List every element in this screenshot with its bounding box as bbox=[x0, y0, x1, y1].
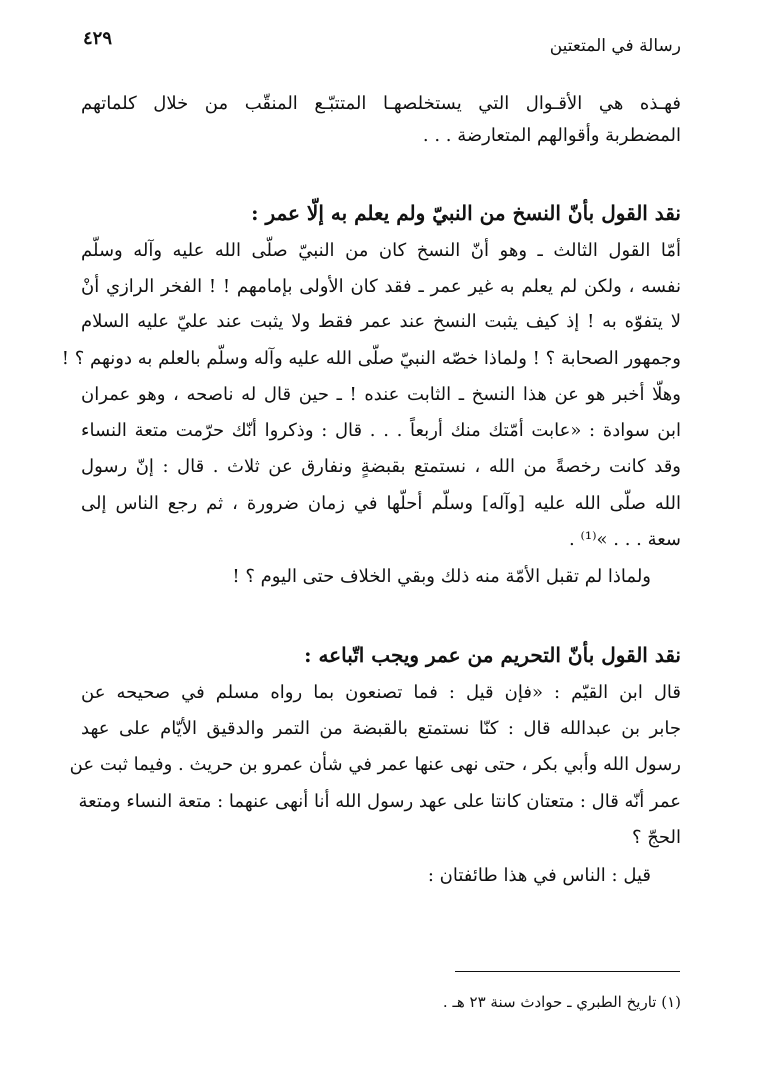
paragraph-line: الحجّ ؟ bbox=[632, 827, 681, 848]
page-number: ٤٢٩ bbox=[83, 28, 113, 49]
paragraph-line: الله صلّى الله عليه [وآله] وسلّم أحلّها في زمان ضرورة ، ثم رجع الناس إلى bbox=[81, 493, 681, 514]
footnote: (١) تاريخ الطبري ـ حوادث سنة ٢٣ هـ . bbox=[442, 993, 681, 1011]
paragraph-line: وقد كانت رخصةً من الله ، نستمتع بقبضةٍ ونفارق عن ثلاث . قال : إنّ رسول bbox=[81, 456, 681, 477]
paragraph-line: لا يتفوّه به ! إذ كيف يثبت النسخ عند عمر فقط ولا يثبت عند عليّ عليه السلام bbox=[81, 311, 681, 332]
running-title: رسالة في المتعتين bbox=[549, 36, 681, 56]
paragraph-line: فهـذه هي الأقـوال التي يستخلصهـا المتتبّـع المنقّب من خلال كلماتهم bbox=[81, 93, 681, 114]
paragraph-line: جابر بن عبدالله قال : كنّا نستمتع بالقبضة من التمر والدقيق الأيّام على عهد bbox=[81, 718, 681, 739]
paragraph-line: عمر أنّه قال : متعتان كانتا على عهد رسول الله أنا أنهى عنهما : متعة النساء ومتعة bbox=[78, 791, 681, 812]
paragraph-line: وجمهور الصحابة ؟ ! ولماذا خصّه النبيّ صلّى الله عليه وآله وسلّم بالعلم به دونهم ؟ ! bbox=[61, 348, 681, 369]
section-heading: نقد القول بأنّ التحريم من عمر ويجب اتّباعه : bbox=[304, 643, 681, 667]
paragraph-line: سعة . . . »⁽¹⁾ . bbox=[569, 529, 681, 550]
paragraph-line: ابن سوادة : «عابت أمّتك منك أربعاً . . . قال : وذكروا أنّك حرّمت متعة النساء bbox=[81, 420, 681, 441]
paragraph-line: نفسه ، ولكن لم يعلم به غير عمر ـ فقد كان الأولى بإمامهم ! ! الفخر الرازي أنْ bbox=[81, 276, 681, 297]
paragraph-line: المضطربة وأقوالهم المتعارضة . . . bbox=[422, 125, 681, 146]
paragraph-line: قيل : الناس في هذا طائفتان : bbox=[427, 865, 651, 886]
paragraph-line: وهلّا أخبر هو عن هذا النسخ ـ الثابت عنده ! ـ حين قال له ناصحه ، وهو عمران bbox=[81, 384, 681, 405]
paragraph-line: قال ابن القيّم : «فإن قيل : فما تصنعون بما رواه مسلم في صحيحه عن bbox=[81, 682, 681, 703]
paragraph-line: أمّا القول الثالث ـ وهو أنّ النسخ كان من النبيّ صلّى الله عليه وآله وسلّم bbox=[81, 240, 681, 261]
footnote-divider bbox=[455, 971, 680, 972]
paragraph-line: رسول الله وأبي بكر ، حتى نهى عنها عمر في شأن عمرو بن حريث . وفيما ثبت عن bbox=[69, 754, 681, 775]
section-heading: نقد القول بأنّ النسخ من النبيّ ولم يعلم به إلّا عمر : bbox=[251, 201, 681, 225]
paragraph-line: ولماذا لم تقبل الأمّة منه ذلك وبقي الخلاف حتى اليوم ؟ ! bbox=[232, 566, 651, 587]
